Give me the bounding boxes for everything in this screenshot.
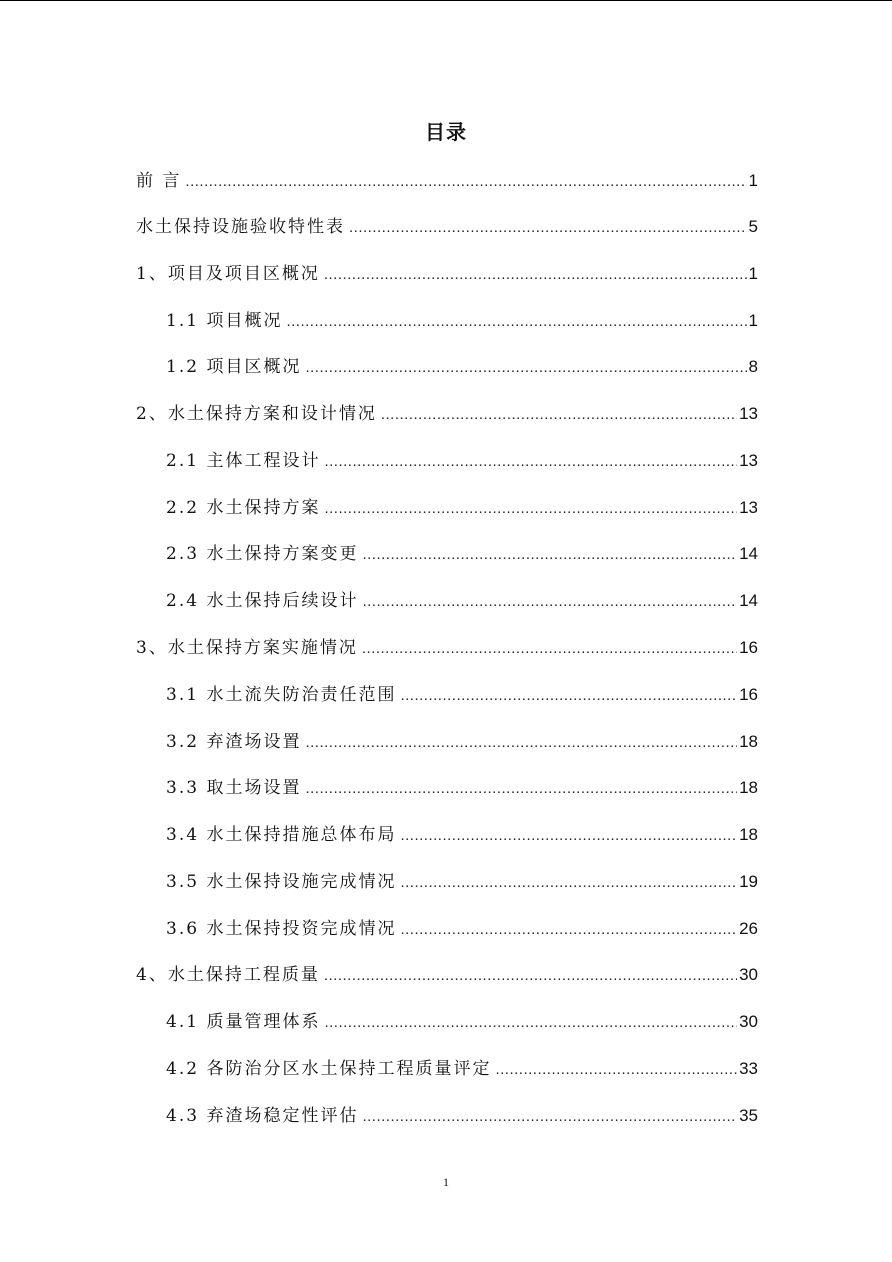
toc-entry-page: 35 — [739, 1106, 758, 1125]
dot-leader — [362, 589, 737, 615]
dot-leader — [362, 636, 737, 662]
toc-entry-section-1-1[interactable] — [166, 308, 758, 334]
toc-entry-label: 3.2 弃渣场设置 — [166, 732, 302, 752]
page-number: 1 — [443, 1175, 449, 1189]
toc-entry-label: 3.5 水土保持设施完成情况 — [166, 872, 397, 892]
toc-entry-label: 4.3 弃渣场稳定性评估 — [166, 1106, 359, 1126]
dot-leader — [381, 402, 737, 428]
dot-leader — [286, 309, 746, 335]
toc-entry-section-4-1[interactable] — [166, 1009, 758, 1035]
toc-entry-chapter-3[interactable] — [136, 635, 758, 661]
toc-entry-label: 3、水土保持方案实施情况 — [136, 638, 358, 658]
dot-leader — [305, 730, 737, 756]
toc-entry-label: 2.2 水土保持方案 — [166, 498, 321, 518]
toc-entry-section-4-3[interactable] — [166, 1103, 758, 1129]
toc-entry-section-2-2[interactable] — [166, 495, 758, 521]
toc-entry-section-2-3[interactable] — [166, 541, 758, 567]
toc-entry-page: 1 — [748, 311, 758, 330]
toc-entry-section-3-5[interactable] — [166, 869, 758, 895]
toc-entry-label: 3.3 取土场设置 — [166, 778, 302, 798]
dot-leader — [400, 870, 737, 896]
dot-leader — [400, 683, 737, 709]
toc-entry-page: 5 — [748, 217, 758, 236]
dot-leader — [305, 355, 746, 381]
dot-leader — [324, 449, 737, 475]
toc-entry-page: 13 — [739, 451, 758, 470]
dot-leader — [362, 1104, 737, 1130]
toc-entry-page: 1 — [748, 171, 758, 190]
toc-entry-label: 2.3 水土保持方案变更 — [166, 544, 359, 564]
toc-list — [0, 1, 892, 1262]
toc-entry-section-3-3[interactable] — [166, 775, 758, 801]
toc-entry-page: 18 — [739, 778, 758, 797]
toc-entry-page: 14 — [739, 591, 758, 610]
dot-leader — [349, 215, 747, 241]
toc-entry-characteristics-table[interactable] — [136, 214, 758, 240]
dot-leader — [324, 496, 737, 522]
toc-entry-page: 14 — [739, 544, 758, 563]
toc-entry-label: 2、水土保持方案和设计情况 — [136, 404, 377, 424]
toc-entry-page: 33 — [739, 1059, 758, 1078]
toc-entry-label: 2.4 水土保持后续设计 — [166, 591, 359, 611]
dot-leader — [305, 776, 737, 802]
toc-title: 目录 — [425, 120, 467, 144]
toc-entry-label: 前 言 — [136, 171, 182, 191]
toc-entry-page: 13 — [739, 404, 758, 423]
toc-entry-page: 30 — [739, 1012, 758, 1031]
toc-entry-chapter-1[interactable] — [136, 261, 758, 287]
toc-entry-label: 2.1 主体工程设计 — [166, 451, 321, 471]
dot-leader — [400, 823, 737, 849]
toc-entry-section-3-4[interactable] — [166, 822, 758, 848]
toc-entry-chapter-2[interactable] — [136, 401, 758, 427]
toc-entry-page: 26 — [739, 919, 758, 938]
toc-entry-label: 4.1 质量管理体系 — [166, 1012, 321, 1032]
toc-entry-page: 13 — [739, 498, 758, 517]
toc-entry-page: 19 — [739, 872, 758, 891]
dot-leader — [324, 1010, 737, 1036]
dot-leader — [362, 542, 737, 568]
toc-entry-section-2-4[interactable] — [166, 588, 758, 614]
toc-entry-section-3-1[interactable] — [166, 682, 758, 708]
toc-entry-section-2-1[interactable] — [166, 448, 758, 474]
toc-entry-section-1-2[interactable] — [166, 354, 758, 380]
dot-leader — [495, 1057, 737, 1083]
toc-entry-label: 1.1 项目概况 — [166, 311, 283, 331]
toc-entry-page: 16 — [739, 685, 758, 704]
toc-entry-page: 18 — [739, 732, 758, 751]
toc-entry-page: 30 — [739, 965, 758, 984]
toc-entry-section-3-6[interactable] — [166, 916, 758, 942]
toc-entry-label: 1、项目及项目区概况 — [136, 264, 320, 284]
toc-entry-page: 18 — [739, 825, 758, 844]
toc-entry-section-3-2[interactable] — [166, 729, 758, 755]
dot-leader — [324, 963, 737, 989]
toc-entry-page: 1 — [748, 264, 758, 283]
toc-entry-label: 3.1 水土流失防治责任范围 — [166, 685, 397, 705]
dot-leader — [324, 262, 747, 288]
toc-entry-chapter-4[interactable] — [136, 962, 758, 988]
toc-entry-label: 1.2 项目区概况 — [166, 357, 302, 377]
toc-entry-page: 8 — [748, 357, 758, 376]
toc-entry-label: 4、水土保持工程质量 — [136, 965, 320, 985]
dot-leader — [185, 169, 746, 195]
toc-entry-label: 4.2 各防治分区水土保持工程质量评定 — [166, 1059, 492, 1079]
toc-entry-label: 水土保持设施验收特性表 — [136, 217, 345, 237]
toc-entry-preface[interactable] — [136, 168, 758, 194]
dot-leader — [400, 917, 737, 943]
toc-entry-page: 16 — [739, 638, 758, 657]
toc-entry-section-4-2[interactable] — [166, 1056, 758, 1082]
toc-entry-label: 3.6 水土保持投资完成情况 — [166, 919, 397, 939]
toc-entry-label: 3.4 水土保持措施总体布局 — [166, 825, 397, 845]
